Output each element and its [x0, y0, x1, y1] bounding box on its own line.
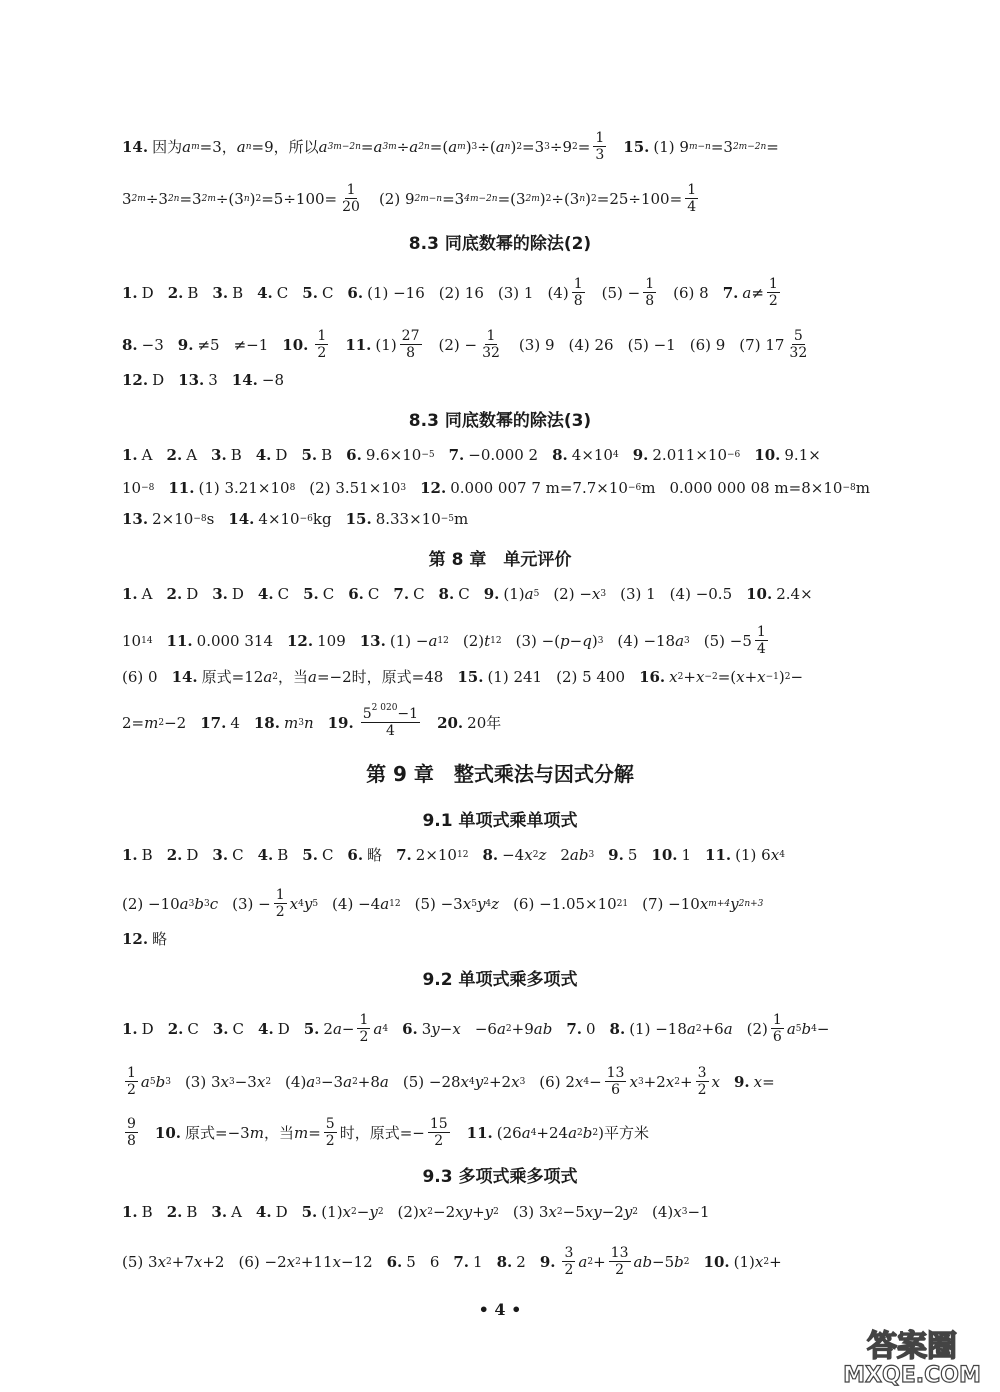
answer-line: (2) −10 a 3 b 3 c (3) − $\frac{1}{2}$ x 4 y 5 (4) −4 a 12 (5) −3 x 5 y 4 z (6) −1.05×10 21 (7) −10 x m+4 y 2n+3: [122, 887, 764, 920]
answer-line: 13. 2×10 −8 s 14. 4×10 −6 kg 15. 8.33×10 −5 m: [122, 510, 469, 528]
answer-line: 1. D 2. C 3. C 4. D 5. 2 a − $\frac{1}{2}$ a 4 6. 3 y − x −6 a 2 +9 ab 7. 0 8. (1) −18 a 2 +6 a (2) $\frac{1}{6}$ a 5 b 4 −: [122, 1012, 830, 1045]
answer-line: 12. 略: [122, 930, 168, 948]
answer-line: (5) 3 x 2 +7 x +2 (6) −2 x 2 +11 x −12 6. 5 6 7. 1 8. 2 9. $\frac{3}{2}$ a 2 + $\frac{13}{2}$ ab −5 b 2 10. (1) x 2 +: [122, 1245, 782, 1278]
section-title-8-3-2: 8.3 同底数幂的除法(2): [408, 234, 592, 254]
answer-line: 10 14 11. 0.000 314 12. 109 13. (1) − a 12 (2) t 12 (3) −( p − q ) 3 (4) −18 a 3 (5) −5 $\frac{1}{4}$: [122, 624, 766, 657]
answer-line: 1. B 2. D 3. C 4. B 5. C 6. 略 7. 2×10 12 8. −4 x 2 z 2 ab 3 9. 5 10. 1 11. (1) 6 x 4: [122, 846, 785, 864]
svg-text:答案圈: 答案圈: [867, 1329, 957, 1364]
section-title-ch8-review: 第 8 章 单元评价: [428, 550, 572, 570]
page-number: • 4 •: [478, 1300, 522, 1319]
watermark-logo: [832, 1322, 992, 1388]
chapter-9-title: 第 9 章 整式乘法与因式分解: [366, 762, 634, 786]
answer-line: 2= m 2 −2 17. 4 18. m 3 n 19. $\frac{5^{2 020}-1}{4}$ 20. 20年: [122, 703, 502, 739]
section-title-9-3: 9.3 多项式乘多项式: [422, 1167, 578, 1187]
answer-line: (6) 0 14. 原式=12 a 2 ，当 a =−2时，原式=48 15. (1) 241 (2) 5 400 16. x 2 + x −2 =( x + x −1 ) 2 −: [122, 668, 804, 686]
answer-line: 1. A 2. D 3. D 4. C 5. C 6. C 7. C 8. C 9. (1) a 5 (2) − x 3 (3) 1 (4) −0.5 10. 2.4×: [122, 585, 813, 603]
answer-line: 1. D 2. B 3. B 4. C 5. C 6. (1) −16 (2) 16 (3) 1 (4) $\frac{1}{8}$ (5) − $\frac{1}{8}$ (6) 8 7. a ≠ $\frac{1}{2}$: [122, 276, 778, 309]
answer-line: 12. D 13. 3 14. −8: [122, 371, 285, 389]
answer-line: 8. −3 9. ≠5 ≠−1 10. $\frac{1}{2}$ 11. (1) $\frac{27}{8}$ (2) − $\frac{1}{32}$ (3) 9 (4) 26 (5) −1 (6) 9 (7) 17 $\frac{5}{32}$: [122, 328, 808, 361]
svg-text:MXQE.COM: MXQE.COM: [843, 1363, 981, 1388]
section-title-9-1: 9.1 单项式乘单项式: [422, 811, 578, 831]
watermark-logo-icon: [832, 1322, 992, 1388]
answer-line: $\frac{9}{8}$ 10. 原式=−3 m ，当 m = $\frac{5}{2}$ 时，原式=− $\frac{15}{2}$ 11. (26 a 4 +24 a 2 b 2 )平方米: [127, 1116, 649, 1149]
answer-line: 1. B 2. B 3. A 4. D 5. (1) x 2 − y 2 (2) x 2 −2 xy + y 2 (3) 3 x 2 −5 xy −2 y 2 (4) x 3 −1: [122, 1203, 710, 1221]
answer-line: 10 −8 11. (1) 3.21×10 8 (2) 3.51×10 3 12. 0.000 007 7 m=7.7×10 −6 m 0.000 000 08 m=8×10 −8 m: [122, 479, 870, 497]
answer-line: $\frac{1}{2}$ a 5 b 3 (3) 3 x 3 −3 x 2 (4) a 3 −3 a 2 +8 a (5) −28 x 4 y 2 +2 x 3 (6) 2 x 4 − $\frac{13}{6}$ x 3 +2 x 2 + $\frac{3}{2}$ x 9. x =: [127, 1065, 775, 1098]
answer-line-14-15: 14. 因为 a m =3， a n =9，所以 a 3m−2n = a 3m ÷ a 2n =( a m ) 3 ÷( a n ) 2 =3 3 ÷9 2 = $\frac{1}{3}$ 15. (1) 9 m−n =3 2m−2n =: [122, 130, 779, 163]
answer-line: 1. A 2. A 3. B 4. D 5. B 6. 9.6×10 −5 7. −0.000 2 8. 4×10 4 9. 2.011×10 −6 10. 9.1×: [122, 446, 821, 464]
answer-line-15-cont: 3 2m ÷3 2n =3 2m ÷(3 n ) 2 =5÷100= $\frac{1}{20}$ (2) 9 2m−n =3 4m−2n =(3 2m ) 2 ÷(3 n ) 2 =25÷100= $\frac{1}{4}$: [122, 182, 697, 215]
section-title-9-2: 9.2 单项式乘多项式: [422, 970, 578, 990]
section-title-8-3-3: 8.3 同底数幂的除法(3): [408, 411, 592, 431]
